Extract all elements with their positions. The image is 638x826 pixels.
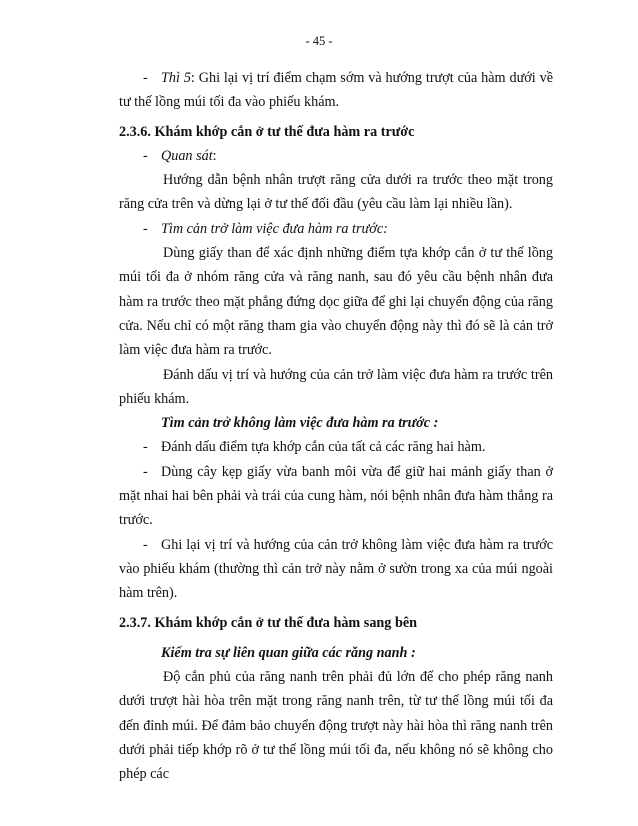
list-dash: -: [143, 439, 148, 456]
subheading-tim-can-tro-khong-lam-viec: Tìm cản trở không làm việc đưa hàm ra trước :: [161, 415, 439, 432]
list-item-danh-dau-diem-tua: [119, 435, 553, 459]
tim-can-tro-label: Tìm cản trở làm việc đưa hàm ra trước:: [161, 220, 388, 237]
list-dash: -: [143, 70, 148, 86]
list-dash: -: [143, 463, 148, 480]
list-item-tim-can-tro: [119, 217, 553, 241]
ghi-lai-vi-tri-text: Ghi lại vị trí và hướng của cản trở không làm việc đưa hàm ra trước vào phiếu khám (thường thì cản trở này nằm ở sườn trong xa của múi ngoài hàm trên).: [119, 536, 553, 602]
section-heading-2-3-7: 2.3.7. Khám khớp cắn ở tư thế đưa hàm sang bên: [119, 614, 418, 631]
dung-cay-kep-text: Dùng cây kẹp giấy vừa banh môi vừa để giữ hai mảnh giấy than ở mặt nhai hai bên phải và trái của cung hàm, nói bệnh nhân đưa hàm thẳng ra trước.: [119, 463, 553, 529]
paragraph-do-can-phu: Độ cắn phủ của răng nanh trên phải đủ lớn để cho phép răng nanh dưới trượt hài hòa trên mặt trong răng nanh trên, từ tư thế lồng múi tối đa đến đỉnh múi. Để đảm bảo chuyển động trượt này hài hòa thì răng nanh trên dưới phải tiếp khớp rõ ở tư thế lồng múi tối đa, nếu không nó sẽ không cho phép các: [119, 669, 553, 783]
thi-5-label: Thì 5: [161, 70, 191, 86]
paragraph-huong-dan: Hướng dẫn bệnh nhân trượt răng cửa dưới ra trước theo mặt trong răng cửa trên và dừng lại ở tư thế đối đầu (yêu cầu làm lại nhiều lần).: [119, 172, 553, 213]
paragraph-thi-5: [119, 66, 553, 115]
list-dash: -: [143, 147, 148, 164]
paragraph-dung-giay-than: Dùng giấy than để xác định những điểm tựa khớp cắn ở tư thế lồng múi tối đa ở nhóm răng cửa và răng nanh, sau đó yêu cầu bệnh nhân đưa hàm ra trước theo mặt phẳng đứng dọc giữa để ghi lại chuyển động của răng cửa. Nếu chỉ có một răng tham gia vào chuyển động này thì đó sẽ là cản trở làm việc đưa hàm ra trước.: [119, 245, 553, 359]
quan-sat-colon: :: [212, 147, 217, 164]
list-dash: -: [143, 536, 148, 553]
page-content: [119, 66, 553, 787]
list-item-ghi-lai-vi-tri: [119, 533, 553, 606]
list-dash: -: [143, 220, 148, 237]
paragraph-danh-dau-vi-tri: Đánh dấu vị trí và hướng của cản trở làm việc đưa hàm ra trước trên phiếu khám.: [119, 366, 553, 407]
subheading-kiem-tra-rang-nanh: Kiểm tra sự liên quan giữa các răng nanh :: [161, 644, 416, 661]
quan-sat-label: Quan sát: [161, 147, 213, 164]
list-item-quan-sat: [119, 144, 553, 168]
thi-5-text: : Ghi lại vị trí điểm chạm sớm và hướng trượt của hàm dưới về tư thế lồng múi tối đa vào phiếu khám.: [119, 70, 553, 111]
section-heading-2-3-6: 2.3.6. Khám khớp cắn ở tư thế đưa hàm ra trước: [119, 123, 415, 140]
page-number: - 45 -: [305, 34, 333, 48]
list-item-dung-cay-kep: [119, 460, 553, 533]
danh-dau-diem-tua-text: Đánh dấu điểm tựa khớp cắn của tất cả các răng hai hàm.: [161, 439, 486, 456]
